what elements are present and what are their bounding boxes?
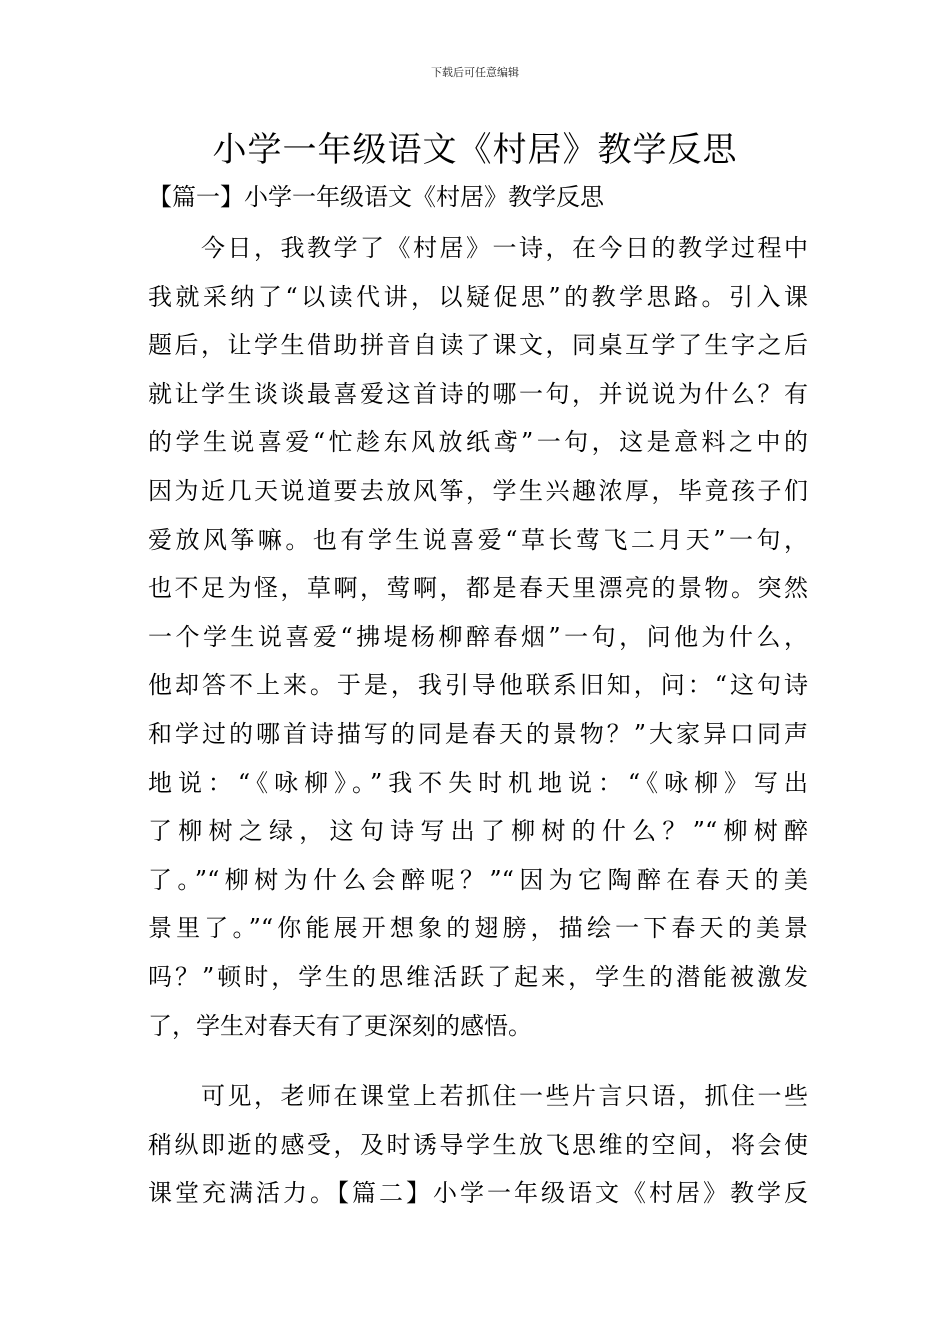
text-line: 一个学生说喜爱“拂堤杨柳醉春烟”一句，问他为什么， [148, 622, 808, 651]
text-line: 课堂充满活力。【篇二】小学一年级语文《村居》教学反 [148, 1179, 808, 1208]
text-line: 题后，让学生借助拼音自读了课文，同桌互学了生字之后 [148, 331, 808, 360]
text-line: 也不足为怪，草啊，莺啊，都是春天里漂亮的景物。突然 [148, 574, 808, 603]
header-note: 下载后可任意编辑 [431, 66, 519, 79]
text-line: 了柳树之绿，这句诗写出了柳树的什么？”“柳树醉 [148, 817, 808, 846]
text-line: 爱放风筝嘛。也有学生说喜爱“草长莺飞二月天”一句， [148, 525, 808, 554]
text-line: 就让学生谈谈最喜爱这首诗的哪一句，并说说为什么？有 [148, 379, 808, 408]
text-line: 今日，我教学了《村居》一诗，在今日的教学过程中 [148, 234, 808, 262]
text-line: 了。”“柳树为什么会醉呢？”“因为它陶醉在春天的美 [148, 865, 808, 894]
text-line: 了，学生对春天有了更深刻的感悟。 [148, 1011, 532, 1040]
paragraph-1 [148, 224, 808, 1050]
text-line: 我就采纳了“以读代讲，以疑促思”的教学思路。引入课 [148, 282, 808, 311]
text-line: 因为近几天说道要去放风筝，学生兴趣浓厚，毕竟孩子们 [148, 476, 808, 505]
text-line: 吗？”顿时，学生的思维活跃了起来，学生的潜能被激发 [148, 962, 808, 991]
text-line: 他却答不上来。于是，我引导他联系旧知，问：“这句诗 [148, 671, 808, 700]
text-line: 景里了。”“你能展开想象的翅膀，描绘一下春天的美景 [148, 914, 808, 943]
text-line: 的学生说喜爱“忙趁东风放纸鸢”一句，这是意料之中的 [148, 428, 808, 457]
text-line: 和学过的哪首诗描写的同是春天的景物？”大家异口同声 [148, 719, 808, 748]
text-line: 可见，老师在课堂上若抓住一些片言只语，抓住一些 [148, 1082, 808, 1110]
text-line: 稍纵即逝的感受，及时诱导学生放飞思维的空间，将会使 [148, 1130, 808, 1159]
page-title: 小学一年级语文《村居》教学反思 [212, 130, 738, 170]
text-line: 地说：“《咏柳》。”我不失时机地说：“《咏柳》写出 [148, 768, 808, 797]
paragraph-2 [148, 1072, 808, 1218]
section-heading: 【篇一】小学一年级语文《村居》教学反思 [148, 183, 604, 211]
